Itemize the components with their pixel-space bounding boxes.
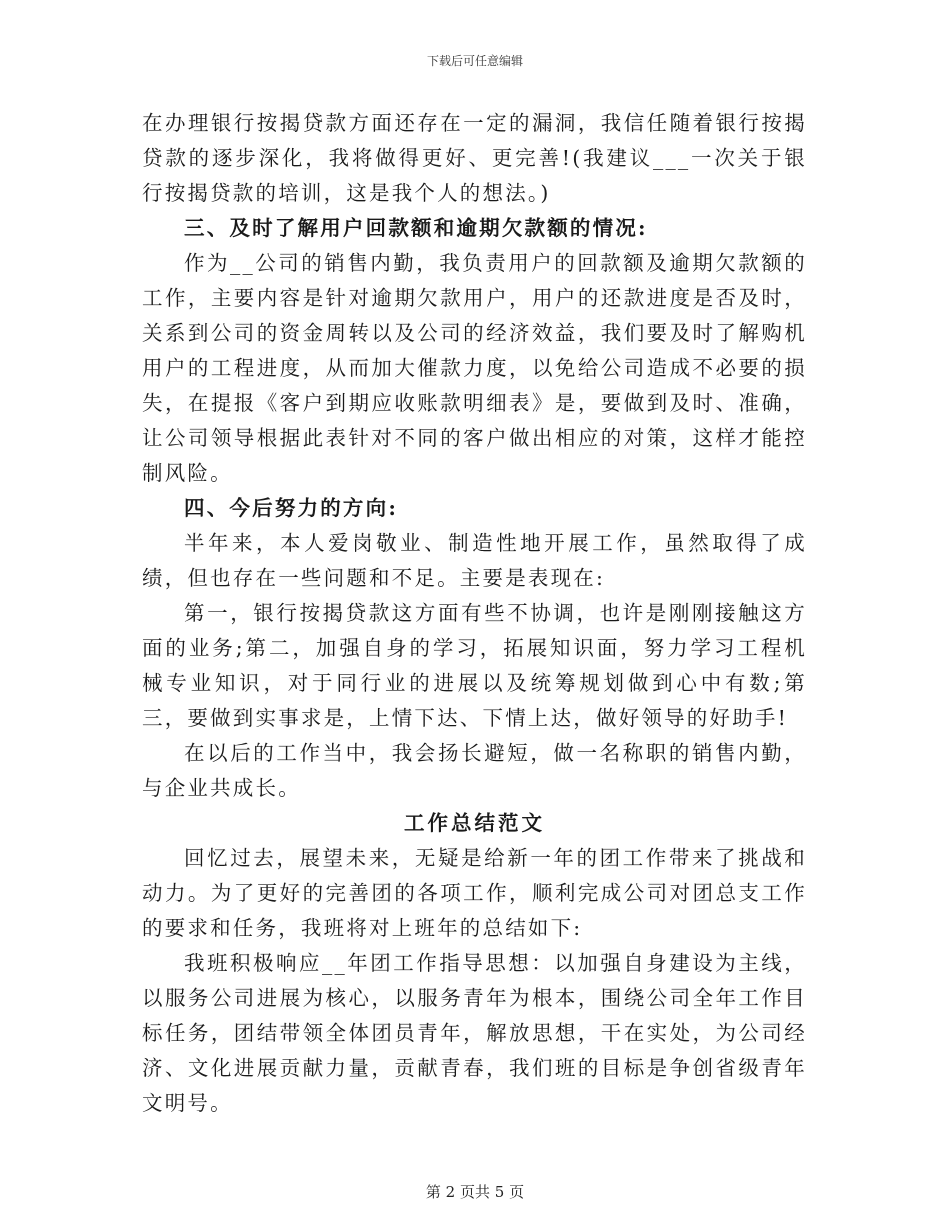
article-title: 工作总结范文 — [404, 811, 545, 835]
body-paragraph-5: 在以后的工作当中，我会扬长避短，做一名称职的销售内勤，与企业共成长。 — [142, 741, 807, 800]
body-paragraph-2: 作为__公司的销售内勤，我负责用户的回款额及逾期欠款额的工作，主要内容是针对逾期欠款用户，用户的还款进度是否及时，关系到公司的资金周转以及公司的经济效益，我们要及时了解购机用户的工程进度，从而加大催款力度，以免给公司造成不必要的损失，在提报《客户到期应收账款明细表》是，要做到及时、准确，让公司领导根据此表针对不同的客户做出相应的对策，这样才能控制风险。 — [142, 251, 807, 485]
body-paragraph-3: 半年来，本人爱岗敬业、制造性地开展工作，虽然取得了成绩，但也存在一些问题和不足。主要是表现在: — [142, 531, 807, 590]
body-paragraph-4: 第一，银行按揭贷款这方面有些不协调，也许是刚刚接触这方面的业务;第二，加强自身的学习，拓展知识面，努力学习工程机械专业知识，对于同行业的进展以及统筹规划做到心中有数;第三，要做到实事求是，上情下达、下情上达，做好领导的好助手! — [142, 601, 807, 730]
document-body — [142, 106, 807, 1121]
page-header: 下载后可任意编辑 — [426, 54, 523, 68]
body-paragraph-1: 在办理银行按揭贷款方面还存在一定的漏洞，我信任随着银行按揭贷款的逐步深化，我将做得更好、更完善!(我建议___一次关于银行按揭贷款的培训，这是我个人的想法。) — [142, 111, 807, 205]
section-heading-4: 四、今后努力的方向: — [184, 496, 399, 520]
section-heading-3: 三、及时了解用户回款额和逾期欠款额的情况: — [184, 216, 648, 240]
page-footer: 第 2 页共 5 页 — [425, 1183, 525, 1201]
body-paragraph-6: 回忆过去，展望未来，无疑是给新一年的团工作带来了挑战和动力。为了更好的完善团的各项工作，顺利完成公司对团总支工作的要求和任务，我班将对上班年的总结如下: — [142, 846, 807, 940]
body-paragraph-7: 我班积极响应__年团工作指导思想：以加强自身建设为主线，以服务公司进展为核心，以服务青年为根本，围绕公司全年工作目标任务，团结带领全体团员青年，解放思想，干在实处，为公司经济、文化进展贡献力量，贡献青春，我们班的目标是争创省级青年文明号。 — [142, 951, 807, 1115]
